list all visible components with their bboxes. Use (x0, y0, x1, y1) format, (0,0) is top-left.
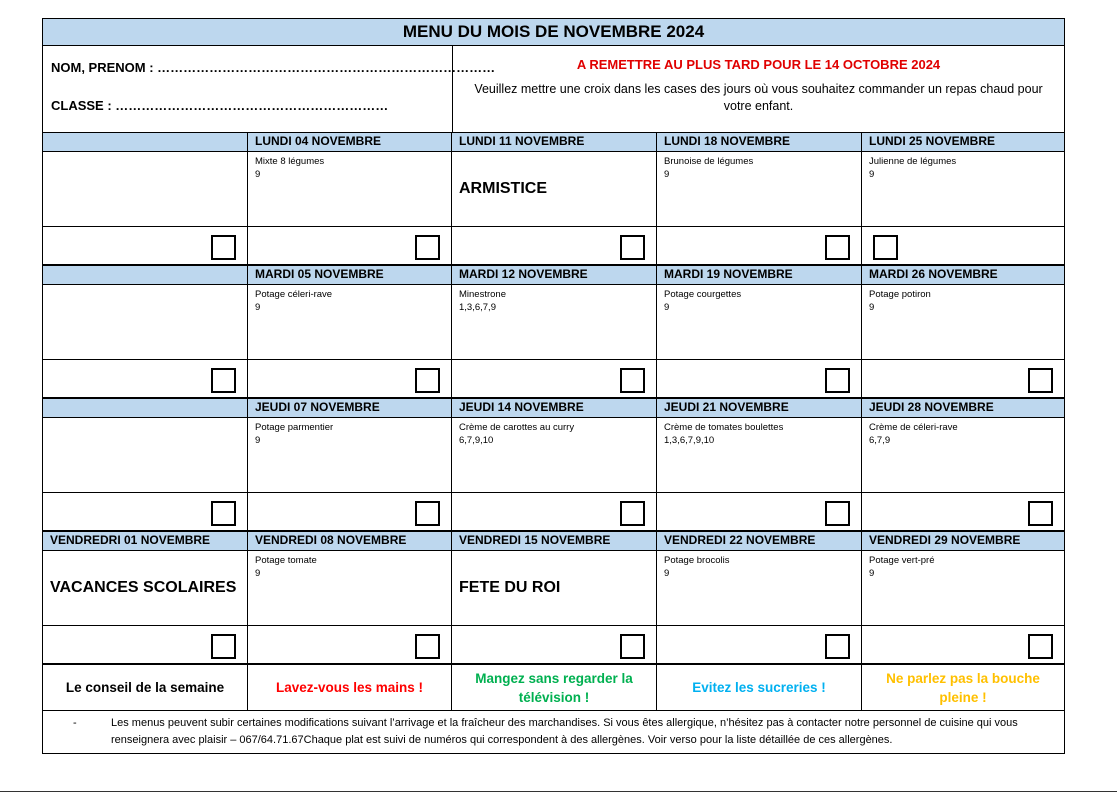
checkbox-cell (862, 493, 1064, 530)
dish-cell (43, 418, 248, 492)
dish-name: Potage tomate (255, 555, 317, 566)
dish-cell (452, 285, 657, 359)
menu-sheet (42, 18, 1065, 754)
tip-3: Evitez les sucreries ! (657, 665, 862, 710)
allergen-codes: 9 (869, 568, 875, 579)
order-checkbox[interactable] (1028, 634, 1053, 659)
day-label: JEUDI 21 NOVEMBRE (657, 399, 862, 417)
dish-cell (43, 152, 248, 226)
checkbox-row (43, 359, 1064, 399)
dish-cell (248, 285, 452, 359)
dish-name: Crème de céleri-rave (869, 422, 958, 433)
dish-cell (862, 418, 1064, 492)
footer-note (43, 711, 1064, 753)
allergen-codes: 1,3,6,7,9 (459, 302, 496, 313)
day-label: VENDREDI 15 NOVEMBRE (452, 532, 657, 550)
dish-name: Minestrone (459, 289, 506, 300)
order-checkbox[interactable] (825, 634, 850, 659)
day-label: LUNDI 25 NOVEMBRE (862, 133, 1064, 151)
allergen-codes: 9 (255, 435, 261, 446)
dish-cell (43, 551, 248, 625)
day-label (43, 133, 248, 151)
dish-name: Potage céleri-rave (255, 289, 333, 300)
dish-cell (657, 418, 862, 492)
dish-cell (43, 285, 248, 359)
allergen-codes: 9 (869, 302, 875, 313)
day-label: MARDI 05 NOVEMBRE (248, 266, 452, 284)
weekly-tips-row (43, 665, 1064, 711)
allergen-codes: 9 (255, 169, 261, 180)
day-label: MARDI 26 NOVEMBRE (862, 266, 1064, 284)
day-header-row (43, 266, 1064, 284)
day-label: MARDI 12 NOVEMBRE (452, 266, 657, 284)
checkbox-cell (43, 360, 248, 397)
dish-cell (657, 551, 862, 625)
allergen-codes: 6,7,9,10 (459, 435, 494, 446)
allergen-codes: 9 (664, 169, 670, 180)
checkbox-cell (248, 360, 452, 397)
checkbox-cell (452, 227, 657, 264)
day-label: VENDREDI 29 NOVEMBRE (862, 532, 1064, 550)
day-header-row (43, 133, 1064, 151)
dish-cell (248, 551, 452, 625)
order-checkbox[interactable] (825, 501, 850, 526)
page-divider (0, 791, 1117, 792)
allergen-codes: 9 (664, 302, 670, 313)
footer-bullet: - (73, 717, 77, 729)
day-label: VENDREDRI 01 NOVEMBRE (43, 532, 248, 550)
student-info (43, 46, 496, 132)
page-title: MENU DU MOIS DE NOVEMBRE 2024 (43, 19, 1064, 46)
dish-cell (862, 152, 1064, 226)
checkbox-cell (452, 626, 657, 663)
order-checkbox[interactable] (620, 501, 645, 526)
day-label: VENDREDI 08 NOVEMBRE (248, 532, 452, 550)
allergen-codes: 9 (664, 568, 670, 579)
day-header-row (43, 532, 1064, 550)
dish-row (43, 417, 1064, 492)
dish-cell (657, 152, 862, 226)
day-label (43, 399, 248, 417)
day-label: VENDREDI 22 NOVEMBRE (657, 532, 862, 550)
checkbox-cell (43, 493, 248, 530)
dish-name: Brunoise de légumes (664, 156, 754, 167)
deadline-notice: A REMETTRE AU PLUS TARD POUR LE 14 OCTOBRE 2024 (576, 57, 941, 72)
order-checkbox[interactable] (211, 368, 236, 393)
dish-cell (248, 418, 452, 492)
dish-name: Julienne de légumes (869, 156, 957, 167)
allergen-codes: 6,7,9 (869, 435, 891, 446)
class-field[interactable]: CLASSE : ……………………………………………………… (51, 98, 389, 113)
checkbox-row (43, 625, 1064, 665)
form-header (43, 46, 1064, 133)
order-checkbox[interactable] (620, 235, 645, 260)
footer-text: Les menus peuvent subir certaines modifications suivant l’arrivage et la fraîcheur des marchandises. Si vous êtes allergique, n’hésitez pas à contacter notre personnel de cuisine qui vous renseignera avec plaisir – 067/64.71.67Chaque plat est suivi de numéros qui correspondent à des allergènes. Voir verso pour la liste détaillée de ces allergènes. (111, 717, 1018, 746)
day-label: JEUDI 14 NOVEMBRE (452, 399, 657, 417)
day-label: LUNDI 18 NOVEMBRE (657, 133, 862, 151)
checkbox-row (43, 226, 1064, 266)
allergen-codes: 9 (869, 169, 875, 180)
dish-name: Potage potiron (869, 289, 931, 300)
checkbox-cell (657, 493, 862, 530)
checkbox-cell (248, 626, 452, 663)
instructions-text: Veuillez mettre une croix dans les cases des jours où vous souhaitez commander un repas chaud pour votre enfant. (474, 82, 1043, 113)
dish-cell (862, 285, 1064, 359)
dish-name: Potage parmentier (255, 422, 334, 433)
order-checkbox[interactable] (620, 634, 645, 659)
checkbox-cell (43, 626, 248, 663)
checkbox-cell (657, 360, 862, 397)
menu-grid (43, 133, 1064, 665)
checkbox-cell (862, 360, 1064, 397)
dish-row (43, 284, 1064, 359)
special-day-label: FETE DU ROI (459, 579, 561, 596)
tips-title: Le conseil de la semaine (43, 665, 248, 710)
dish-cell (657, 285, 862, 359)
allergen-codes: 1,3,6,7,9,10 (664, 435, 715, 446)
order-checkbox[interactable] (415, 634, 440, 659)
order-checkbox[interactable] (873, 235, 898, 260)
instructions-block (453, 46, 1064, 132)
dish-name: Crème de carottes au curry (459, 422, 575, 433)
order-checkbox[interactable] (415, 501, 440, 526)
dish-cell (862, 551, 1064, 625)
allergen-codes: 9 (255, 302, 261, 313)
order-checkbox[interactable] (825, 235, 850, 260)
order-checkbox[interactable] (211, 634, 236, 659)
order-checkbox[interactable] (825, 368, 850, 393)
dish-cell (248, 152, 452, 226)
checkbox-row (43, 492, 1064, 532)
checkbox-cell (657, 626, 862, 663)
checkbox-cell (862, 227, 1064, 264)
special-day-label: ARMISTICE (459, 180, 547, 197)
checkbox-cell (452, 360, 657, 397)
dish-name: Mixte 8 légumes (255, 156, 325, 167)
checkbox-cell (862, 626, 1064, 663)
checkbox-cell (43, 227, 248, 264)
order-checkbox[interactable] (415, 368, 440, 393)
order-checkbox[interactable] (211, 235, 236, 260)
day-label: JEUDI 28 NOVEMBRE (862, 399, 1064, 417)
checkbox-cell (248, 493, 452, 530)
name-field[interactable]: NOM, PRENOM : …………………………………………………………………… (51, 60, 496, 75)
checkbox-cell (657, 227, 862, 264)
order-checkbox[interactable] (1028, 501, 1053, 526)
day-label: LUNDI 04 NOVEMBRE (248, 133, 452, 151)
order-checkbox[interactable] (211, 501, 236, 526)
dish-cell (452, 418, 657, 492)
dish-name: Potage brocolis (664, 555, 730, 566)
checkbox-cell (452, 493, 657, 530)
special-day-label: VACANCES SCOLAIRES (50, 579, 237, 596)
checkbox-cell (248, 227, 452, 264)
dish-row (43, 550, 1064, 625)
dish-name: Crème de tomates boulettes (664, 422, 784, 433)
tip-4: Ne parlez pas la bouche pleine ! (886, 670, 1040, 705)
dish-cell (452, 152, 657, 226)
order-checkbox[interactable] (1028, 368, 1053, 393)
day-label: MARDI 19 NOVEMBRE (657, 266, 862, 284)
dish-name: Potage courgettes (664, 289, 742, 300)
order-checkbox[interactable] (620, 368, 645, 393)
dish-name: Potage vert-pré (869, 555, 935, 566)
day-header-row (43, 399, 1064, 417)
day-label: LUNDI 11 NOVEMBRE (452, 133, 657, 151)
dish-row (43, 151, 1064, 226)
tip-1: Lavez-vous les mains ! (248, 665, 452, 710)
day-label: JEUDI 07 NOVEMBRE (248, 399, 452, 417)
tip-2: Mangez sans regarder la télévision ! (452, 665, 657, 710)
dish-cell (452, 551, 657, 625)
day-label (43, 266, 248, 284)
allergen-codes: 9 (255, 568, 261, 579)
order-checkbox[interactable] (415, 235, 440, 260)
